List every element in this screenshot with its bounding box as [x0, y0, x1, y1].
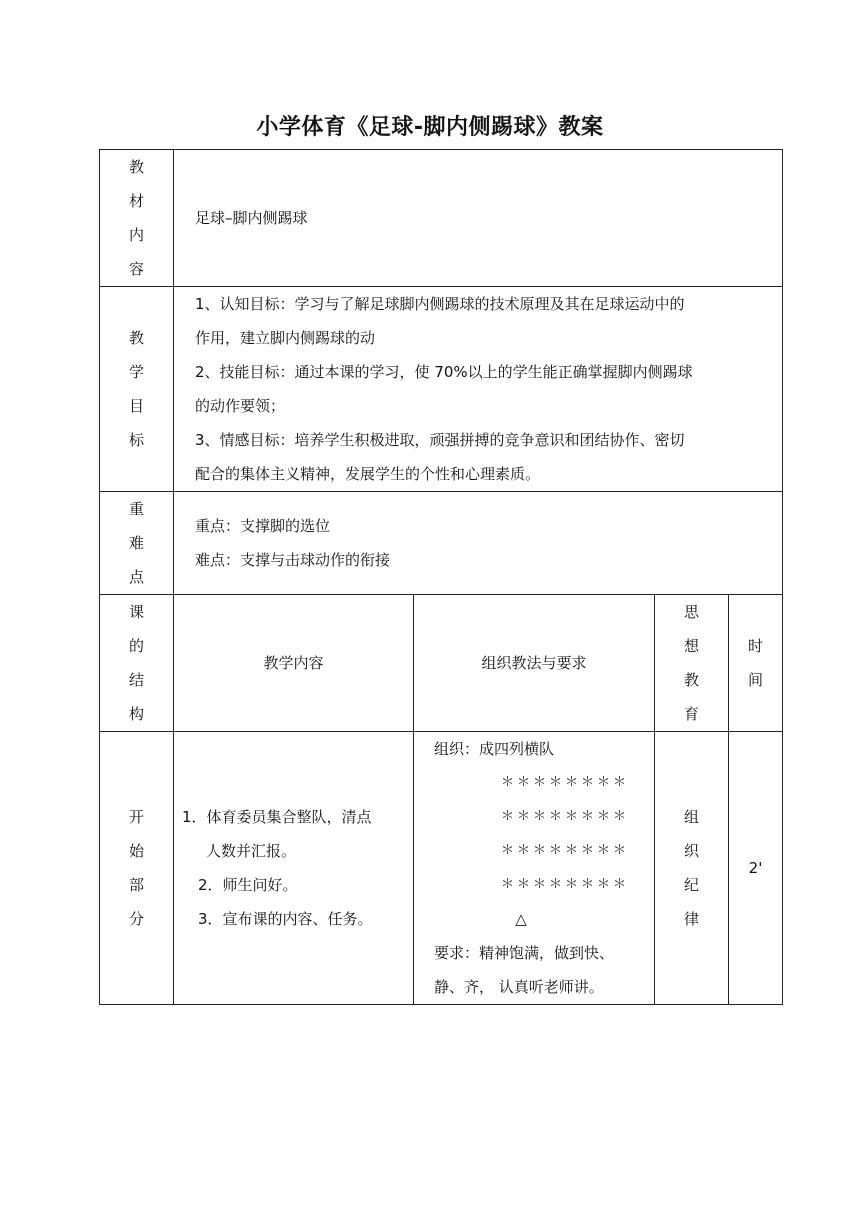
opening-education-cell — [655, 732, 729, 1005]
method-header-cell — [414, 595, 655, 732]
opening-label-char: 部 — [128, 876, 144, 894]
material-content-cell — [174, 150, 783, 287]
material-label-char: 内 — [128, 226, 144, 244]
education-header-char: 思 — [683, 603, 699, 621]
opening-time: 2' — [748, 859, 763, 877]
opening-item: 1．体育委员集合整队，清点 — [182, 808, 372, 826]
goals-label-char: 教 — [128, 329, 144, 347]
difficulty-label-cell — [100, 492, 174, 595]
education-header-char: 教 — [683, 671, 699, 689]
goal-line: 1、认知目标：学习与了解足球脚内侧踢球的技术原理及其在足球运动中的 — [195, 295, 685, 313]
formation-row: ＊＊＊＊＊＊＊＊ — [500, 775, 629, 790]
opening-label-char: 开 — [128, 808, 144, 826]
material-row — [100, 150, 783, 287]
difficulty-label-char: 难 — [128, 534, 144, 552]
opening-row — [100, 732, 783, 1005]
opening-method-cell — [414, 732, 655, 1005]
opening-item: 3．宣布课的内容、任务。 — [198, 910, 373, 928]
material-label-cell — [100, 150, 174, 287]
requirement-line: 静、齐， 认真听老师讲。 — [434, 978, 604, 996]
goals-label-char: 学 — [128, 363, 144, 381]
structure-label-char: 结 — [128, 671, 144, 689]
material-label-char: 容 — [128, 260, 144, 278]
opening-education-char: 组 — [683, 808, 699, 826]
goals-row — [100, 287, 783, 492]
content-header: 教学内容 — [263, 654, 324, 672]
goal-line: 2、技能目标：通过本课的学习，使 70%以上的学生能正确掌握脚内侧踢球 — [195, 363, 693, 381]
time-header-cell — [729, 595, 783, 732]
opening-content-cell — [174, 732, 414, 1005]
requirement-line: 要求：精神饱满，做到快、 — [434, 944, 615, 962]
opening-time-cell — [729, 732, 783, 1005]
time-header-char: 间 — [748, 671, 764, 689]
method-header: 组织教法与要求 — [481, 654, 587, 672]
goal-line: 作用，建立脚内侧踢球的动 — [195, 329, 376, 347]
goals-label-char: 目 — [128, 397, 144, 415]
structure-label-char: 的 — [128, 637, 144, 655]
structure-header-row — [100, 595, 783, 732]
formation-row: ＊＊＊＊＊＊＊＊ — [500, 809, 629, 824]
opening-education-char: 纪 — [683, 876, 699, 894]
difficulty-label-char: 点 — [128, 568, 144, 586]
education-header-cell — [655, 595, 729, 732]
structure-label-char: 课 — [128, 603, 144, 621]
opening-item: 人数并汇报。 — [206, 842, 297, 860]
time-header-char: 时 — [748, 637, 764, 655]
structure-label-cell — [100, 595, 174, 732]
goals-label-char: 标 — [128, 431, 144, 449]
key-point-text: 重点：支撑脚的选位 — [195, 517, 331, 535]
organization-title: 组织：成四列横队 — [434, 740, 555, 758]
goal-line: 3、情感目标：培养学生积极进取，顽强拼搏的竞争意识和团结协作、密切 — [195, 431, 685, 449]
document-title: 小学体育《足球-脚内侧踢球》教案 — [256, 115, 604, 140]
difficulty-row — [100, 492, 783, 595]
teacher-position-mark: △ — [515, 910, 527, 928]
content-header-cell — [174, 595, 414, 732]
material-text: 足球–脚内侧踢球 — [195, 209, 308, 227]
structure-label-char: 构 — [128, 705, 144, 723]
opening-education-char: 律 — [683, 910, 699, 928]
goal-line: 配合的集体主义精神，发展学生的个性和心理素质。 — [195, 465, 541, 483]
material-label-char: 教 — [128, 158, 144, 176]
formation-row: ＊＊＊＊＊＊＊＊ — [500, 843, 629, 858]
lesson-plan-table — [99, 149, 783, 1005]
material-label-char: 材 — [128, 192, 144, 210]
goals-label-cell — [100, 287, 174, 492]
opening-label-char: 分 — [128, 910, 144, 928]
education-header-char: 育 — [683, 705, 699, 723]
goal-line: 的动作要领； — [195, 397, 286, 415]
difficult-point-text: 难点：支撑与击球动作的衔接 — [195, 551, 391, 569]
goals-content-cell — [174, 287, 783, 492]
education-header-char: 想 — [683, 637, 699, 655]
difficulty-label-char: 重 — [128, 500, 144, 518]
difficulty-content-cell — [174, 492, 783, 595]
opening-education-char: 织 — [683, 842, 699, 860]
opening-item: 2．师生问好。 — [198, 876, 298, 894]
opening-label-cell — [100, 732, 174, 1005]
formation-row: ＊＊＊＊＊＊＊＊ — [500, 877, 629, 892]
opening-label-char: 始 — [128, 842, 144, 860]
